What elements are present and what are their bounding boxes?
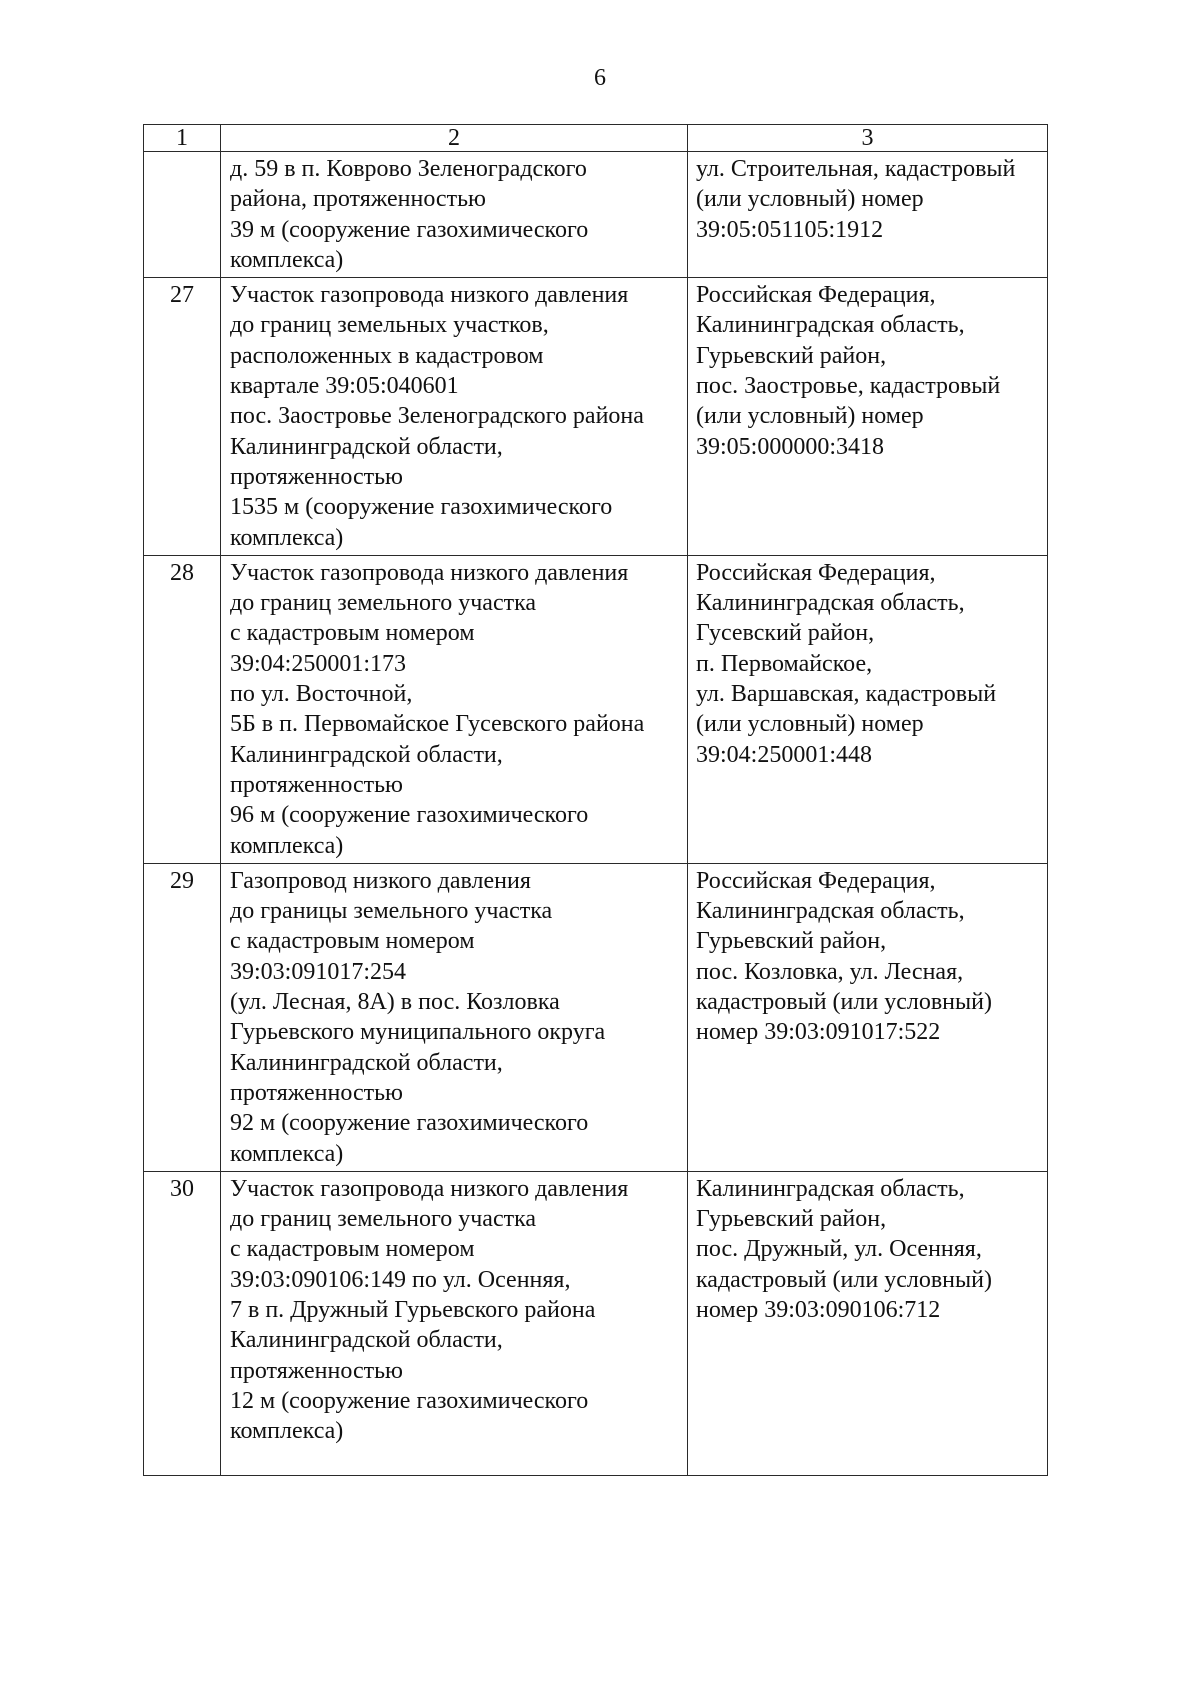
object-description xyxy=(221,863,688,1171)
column-header-address: 3 xyxy=(688,125,1048,152)
table-row xyxy=(144,863,1048,1171)
address-line: Гусевский район, xyxy=(696,620,875,647)
address-line: номер 39:03:090106:712 xyxy=(696,1296,941,1323)
table-row xyxy=(144,152,1048,278)
description-line: Калининградской области, xyxy=(230,1327,503,1354)
description-line: протяженностью xyxy=(230,463,403,490)
description-line: района, протяженностью xyxy=(230,186,486,213)
column-header-description: 2 xyxy=(221,125,688,152)
description-line: протяженностью xyxy=(230,771,403,798)
table-row xyxy=(144,278,1048,556)
object-description xyxy=(221,555,688,863)
description-line: пос. Заостровье Зеленоградского района xyxy=(230,403,644,430)
registry-table xyxy=(143,124,1048,1476)
description-line: 39:03:090106:149 по ул. Осенняя, xyxy=(230,1266,571,1293)
table-header-row xyxy=(144,125,1048,152)
description-line: Участок газопровода низкого давления xyxy=(230,1175,629,1202)
description-line: до границы земельного участка xyxy=(230,898,553,925)
address-line: Калининградская область, xyxy=(696,590,965,617)
address-line: Калининградская область, xyxy=(696,1175,965,1202)
description-line: с кадастровым номером xyxy=(230,1236,475,1263)
page-number: 6 xyxy=(594,65,606,91)
object-address xyxy=(688,1171,1048,1475)
address-line: (или условный) номер xyxy=(696,403,924,430)
description-line: по ул. Восточной, xyxy=(230,681,413,708)
object-description xyxy=(221,1171,688,1475)
description-line: 5Б в п. Первомайское Гусевского района xyxy=(230,711,645,738)
address-line: Калининградская область, xyxy=(696,898,965,925)
address-line: пос. Заостровье, кадастровый xyxy=(696,373,1001,400)
description-line: Калининградской области, xyxy=(230,741,503,768)
description-line: 39:04:250001:173 xyxy=(230,650,407,677)
description-line: 12 м (сооружение газохимического xyxy=(230,1387,589,1414)
description-line: Участок газопровода низкого давления xyxy=(230,559,629,586)
address-line: 39:05:000000:3418 xyxy=(696,433,885,460)
address-line: пос. Дружный, ул. Осенняя, xyxy=(696,1236,982,1263)
description-line: 1535 м (сооружение газохимического xyxy=(230,494,613,521)
address-line: пос. Козловка, ул. Лесная, xyxy=(696,958,964,985)
table-body xyxy=(144,152,1048,1476)
description-line: комплекса) xyxy=(230,246,344,273)
description-line: комплекса) xyxy=(230,524,344,551)
description-line: протяженностью xyxy=(230,1079,403,1106)
description-line: до границ земельных участков, xyxy=(230,312,549,339)
column-header-number: 1 xyxy=(144,125,221,152)
address-line: Российская Федерация, xyxy=(696,867,936,894)
address-line: Калининградская область, xyxy=(696,312,965,339)
address-line: Российская Федерация, xyxy=(696,559,936,586)
description-line: Калининградской области, xyxy=(230,1049,503,1076)
row-number xyxy=(144,152,221,278)
description-line: Гурьевского муниципального округа xyxy=(230,1019,606,1046)
row-number: 30 xyxy=(144,1171,221,1475)
description-line: Газопровод низкого давления xyxy=(230,867,531,894)
description-line: до границ земельного участка xyxy=(230,590,537,617)
description-line: 7 в п. Дружный Гурьевского района xyxy=(230,1296,596,1323)
table-row xyxy=(144,555,1048,863)
address-line: Гурьевский район, xyxy=(696,1206,887,1233)
address-line: Российская Федерация, xyxy=(696,282,936,309)
description-line: Участок газопровода низкого давления xyxy=(230,282,629,309)
address-line: кадастровый (или условный) xyxy=(696,1266,992,1293)
address-line: кадастровый (или условный) xyxy=(696,989,992,1016)
description-line: комплекса) xyxy=(230,832,344,859)
description-line: протяженностью xyxy=(230,1357,403,1384)
description-line: (ул. Лесная, 8А) в пос. Козловка xyxy=(230,989,560,1016)
address-line: (или условный) номер xyxy=(696,186,924,213)
description-line: 39 м (сооружение газохимического xyxy=(230,216,589,243)
address-line: (или условный) номер xyxy=(696,711,924,738)
row-number: 29 xyxy=(144,863,221,1171)
address-line: Гурьевский район, xyxy=(696,342,887,369)
address-line: 39:04:250001:448 xyxy=(696,741,873,768)
description-line: квартале 39:05:040601 xyxy=(230,373,459,400)
row-number: 27 xyxy=(144,278,221,556)
object-description xyxy=(221,278,688,556)
description-line: д. 59 в п. Коврово Зеленоградского xyxy=(230,156,587,182)
address-line: 39:05:051105:1912 xyxy=(696,216,884,243)
description-line: комплекса) xyxy=(230,1418,344,1445)
description-line: с кадастровым номером xyxy=(230,928,475,955)
address-line: ул. Строительная, кадастровый xyxy=(696,156,1016,182)
description-line: 96 м (сооружение газохимического xyxy=(230,802,589,829)
object-address xyxy=(688,863,1048,1171)
object-description xyxy=(221,152,688,278)
description-line: расположенных в кадастровом xyxy=(230,342,544,369)
address-line: Гурьевский район, xyxy=(696,928,887,955)
description-line: комплекса) xyxy=(230,1140,344,1167)
object-address xyxy=(688,555,1048,863)
object-address xyxy=(688,152,1048,278)
table-row xyxy=(144,1171,1048,1475)
address-line: п. Первомайское, xyxy=(696,650,873,677)
address-line: номер 39:03:091017:522 xyxy=(696,1019,941,1046)
description-line: с кадастровым номером xyxy=(230,620,475,647)
description-line: Калининградской области, xyxy=(230,433,503,460)
description-line: 39:03:091017:254 xyxy=(230,958,407,985)
object-address xyxy=(688,278,1048,556)
description-line: до границ земельного участка xyxy=(230,1206,537,1233)
address-line: ул. Варшавская, кадастровый xyxy=(696,681,997,708)
description-line: 92 м (сооружение газохимического xyxy=(230,1110,589,1137)
row-number: 28 xyxy=(144,555,221,863)
